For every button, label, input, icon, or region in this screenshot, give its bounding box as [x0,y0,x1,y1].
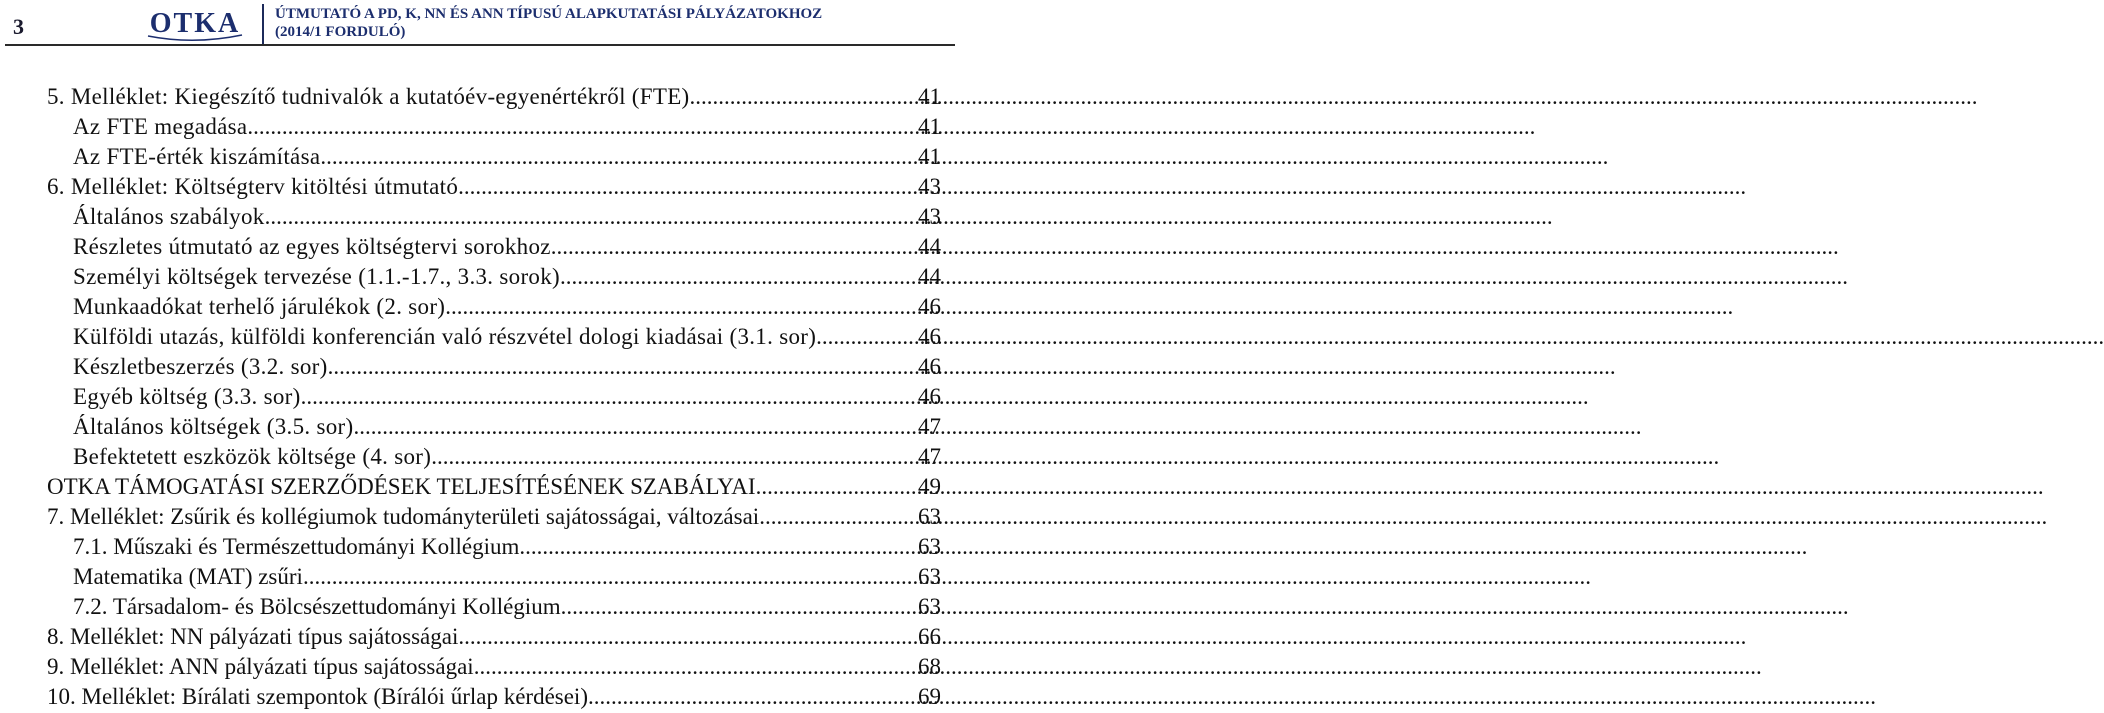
toc-entry-label: Az FTE megadása [73,114,248,139]
dot-leader [756,472,918,502]
toc-entry-label: 8. Melléklet: NN pályázati típus sajátosságai [47,624,459,649]
toc-entry[interactable] [0,82,941,112]
toc-entry-page: 66 [918,624,941,649]
dot-leader [690,82,918,112]
toc-entry[interactable] [0,652,941,682]
toc-entry-page: 44 [918,264,941,289]
dot-leader [303,562,918,592]
toc-entry[interactable] [0,202,941,232]
toc-entry-page: 41 [918,144,941,169]
toc-entry-label: Egyéb költség (3.3. sor) [73,384,301,409]
toc-entry-page: 43 [918,174,941,199]
toc-entry[interactable] [0,352,941,382]
toc-entry[interactable] [0,592,941,622]
dot-leader [353,412,918,442]
header-divider [262,4,264,44]
dot-leader [247,112,918,142]
dot-leader [474,652,918,682]
header-rule [5,44,955,46]
header-title [275,5,822,41]
dot-leader [301,382,918,412]
toc-entry-label: 6. Melléklet: Költségterv kitöltési útmutató [47,174,459,199]
toc-entry-label: 9. Melléklet: ANN pályázati típus sajátosságai [47,654,474,679]
dot-leader [519,532,918,562]
dot-leader [561,592,918,622]
toc-entry-label: 7. Melléklet: Zsűrik és kollégiumok tudományterületi sajátosságai, változásai [47,504,760,529]
toc-entry[interactable] [0,232,941,262]
dot-leader [328,352,918,382]
svg-text:OTKA: OTKA [149,8,241,39]
toc-entry-page: 63 [918,594,941,619]
toc-entry[interactable] [0,112,941,142]
toc-entry-label: Általános szabályok [73,204,265,229]
toc-entry-page: 63 [918,534,941,559]
toc-entry[interactable] [0,322,941,352]
toc-entry-label: OTKA TÁMOGATÁSI SZERZŐDÉSEK TELJESÍTÉSÉNEK SZABÁLYAI [47,474,756,499]
toc-entry[interactable] [0,622,941,652]
toc-entry-label: Matematika (MAT) zsűri [73,564,303,589]
toc-entry-label: Külföldi utazás, külföldi konferencián való részvétel dologi kiadásai (3.1. sor) [73,324,817,349]
header-title-line2: (2014/1 FORDULÓ) [275,24,406,40]
dot-leader [551,232,918,262]
dot-leader [265,202,918,232]
toc-entry-label: Részletes útmutató az egyes költségtervi sorokhoz [73,234,551,259]
toc-entry-label: Az FTE-érték kiszámítása [73,144,321,169]
toc-entry-page: 46 [918,354,941,379]
toc-entry-label: Befektetett eszközök költsége (4. sor) [73,444,432,469]
dot-leader [458,622,918,652]
dot-leader [816,322,918,352]
toc-entry-label: 5. Melléklet: Kiegészítő tudnivalók a kutatóév-egyenértékről (FTE) [47,84,690,109]
toc-entry-page: 69 [918,684,941,709]
toc-entry-page: 47 [918,414,941,439]
toc-entry[interactable] [0,262,941,292]
toc-entry-label: 7.1. Műszaki és Természettudományi Kollégium [73,534,520,559]
header-title-line1: ÚTMUTATÓ A PD, K, NN ÉS ANN TÍPUSÚ ALAPKUTATÁSI PÁLYÁZATOKHOZ [275,6,823,22]
toc-entry-page: 47 [918,444,941,469]
toc-entry-label: Általános költségek (3.5. sor) [73,414,354,439]
toc-entry-label: Munkaadókat terhelő járulékok (2. sor) [73,294,446,319]
dot-leader [445,292,918,322]
toc-entry-page: 46 [918,294,941,319]
toc-entry[interactable] [0,682,941,712]
toc-entry[interactable] [0,172,941,202]
toc-entry[interactable] [0,442,941,472]
dot-leader [431,442,918,472]
dot-leader [560,262,918,292]
toc-entry-page: 63 [918,504,941,529]
toc-entry-page: 44 [918,234,941,259]
toc-entry[interactable] [0,532,941,562]
toc-entry[interactable] [0,502,941,532]
dot-leader [320,142,918,172]
toc-entry-page: 46 [918,384,941,409]
toc-entry[interactable] [0,562,941,592]
dot-leader [458,172,918,202]
toc-entry-page: 43 [918,204,941,229]
toc-entry[interactable] [0,142,941,172]
toc-entry-label: Személyi költségek tervezése (1.1.-1.7., 3.3. sorok) [73,264,560,289]
toc-entry-page: 41 [918,84,941,109]
toc-entry-label: 7.2. Társadalom- és Bölcsészettudományi Kollégium [73,594,561,619]
toc-entry[interactable] [0,412,941,442]
toc-entry-page: 49 [918,474,941,499]
toc-entry-page: 41 [918,114,941,139]
toc-entry-page: 46 [918,324,941,349]
toc-entry-page: 68 [918,654,941,679]
table-of-contents [0,82,941,712]
toc-entry[interactable] [0,292,941,322]
toc-entry-page: 63 [918,564,941,589]
otka-logo [144,5,246,43]
toc-entry[interactable] [0,472,941,502]
page-number: 3 [13,14,24,39]
dot-leader [759,502,918,532]
toc-entry-label: 10. Melléklet: Bírálati szempontok (Bírálói űrlap kérdései) [47,684,588,709]
dot-leader [588,682,918,712]
toc-entry-label: Készletbeszerzés (3.2. sor) [73,354,328,379]
toc-entry[interactable] [0,382,941,412]
